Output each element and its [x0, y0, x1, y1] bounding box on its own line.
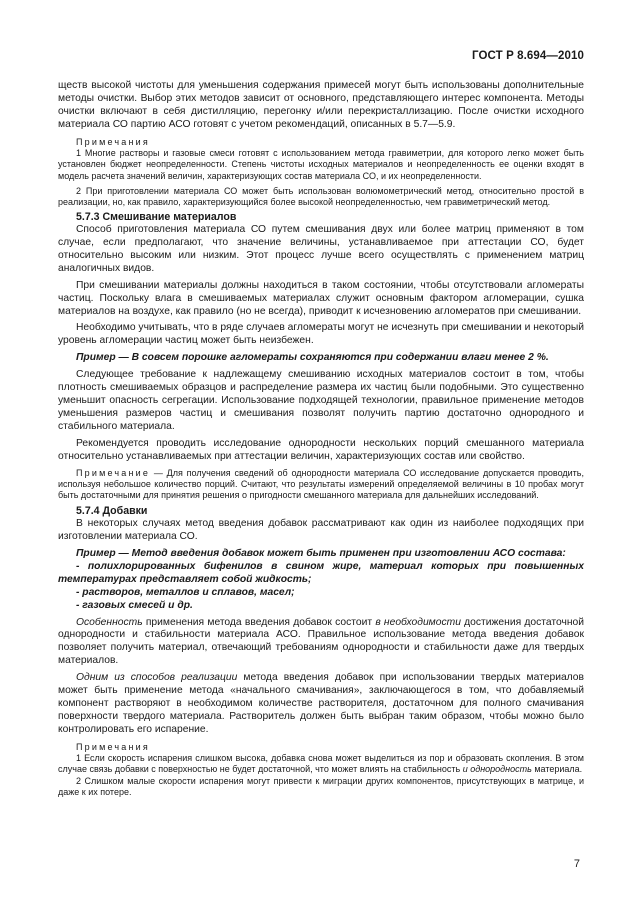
text-run: метода введения добавок при использовании твердых материалов может быть применение метода «начального смачивания», заключающегося в том, что добавляемый компонент растворяют в необходимом количестве растворителя, достаточном для полного смачивания поверхности твердого материала. Растворитель должен быть выбран таким образом, чтобы можно было контролировать его испарение.: [58, 672, 584, 735]
text-run: 1 Если скорость испарения слишком высока, добавка снова может выделиться из пор и образовать скопления. В этом случае связь добавки с поверхностью не будет достаточной, что может влиять на стабильность: [58, 753, 584, 775]
note-mixing: [58, 468, 584, 502]
note-label: Примечание: [76, 467, 151, 478]
emphasis-text: в необходимости: [375, 616, 461, 628]
note-text: — Для получения сведений об однородности материала СО исследование допускается проводить, используя небольшое количество порций. Считают, что результаты измерений определяемой величины в 10 пробах могут быть достаточными для принятия решения о пригодности смешанного материала для дальнейших исследований.: [58, 467, 584, 500]
paragraph-additives-1: В некоторых случаях метод введения добавок рассматривают как один из наиболее подходящих при изготовлении материала СО.: [58, 518, 584, 543]
page-number: 7: [573, 858, 580, 870]
paragraph-additives-3: [58, 672, 584, 737]
emphasis-text: Одним из способов реализации: [76, 672, 238, 684]
text-run: материала.: [531, 764, 583, 775]
notes-heading-2: Примечания: [76, 741, 150, 752]
text-run: применения метода введения добавок состоит: [142, 616, 376, 628]
section-title-5-7-4: 5.7.4 Добавки: [76, 505, 148, 518]
example-additives-3: - растворов, металлов и сплавов, масел;: [76, 586, 295, 598]
paragraph-additives-2: [58, 617, 584, 669]
notes-heading: Примечания: [76, 136, 150, 147]
paragraph-intro: ществ высокой чистоты для уменьшения содержания примесей могут быть использованы дополнительные методы очистки. Выбор этих методов зависит от основного, представляющего интерес компонента. Методы очистки включают в себя дистилляцию, перегонку и/или перекристаллизацию. После очистки исходного материала СО партию АСО готовят с учетом рекомендаций, описанных в 5.7—5.9.: [58, 80, 584, 130]
paragraph-mixing-5: Рекомендуется проводить исследование однородности нескольких порций смешанного материала относительно устанавливаемых при аттестации величин, характеризующих состав или свойство.: [58, 437, 584, 462]
example-additives-4: - газовых смесей и др.: [76, 599, 193, 611]
paragraph-mixing-4: Следующее требование к надлежащему смешиванию исходных материалов состоит в том, чтобы плотность смешиваемых образцов и распределение размера их частиц были подобными. Это существенно уменьшит опасность сегрегации. Использование подходящей технологии, правильное применение методов уменьшения размеров частиц и смешивания позволят получить партию достаточно однородного и стабильного материала.: [58, 369, 584, 432]
note-additives-2: 2 Слишком малые скорости испарения могут привести к миграции других компонентов, присутствующих в матрице, и даже к их потере.: [58, 775, 584, 797]
paragraph-mixing-1: Способ приготовления материала СО путем смешивания двух или более матриц применяют в том случае, если предполагают, что значение величины, устанавливаемое при аттестации СО, будет относительно высоким или низким. Этот процесс лучше всего осуществлять с применением матриц аналогичных видов.: [58, 224, 584, 274]
emphasis-text: Особенность: [76, 616, 143, 628]
paragraph-mixing-3: Необходимо учитывать, что в ряде случаев агломераты могут не исчезнуть при смешивании и некоторый уровень агломерации частиц может быть неизбежен.: [58, 322, 584, 347]
text-run: достижения достаточной однородности и стабильности материала АСО. Правильное использование метода введения добавок позволяет получить материал, отвечающий требованиям однородности и стабильности даже для твердых материалов.: [58, 616, 584, 667]
section-title-5-7-3: 5.7.3 Смешивание материалов: [76, 211, 237, 224]
document-id-header: ГОСТ Р 8.694—2010: [472, 50, 584, 62]
note-2: 2 При приготовлении материала СО может быть использован волюмометрический метод, относительно простой в реализации, но, как правило, характеризующийся более высокой неопределенностью, чем гравиметрический метод.: [58, 185, 584, 207]
page-content: [58, 80, 584, 798]
example-additives-1: Пример — Метод введения добавок может быть применен при изготовлении АСО состава:: [76, 547, 566, 559]
emphasis-text: и однородность: [462, 764, 532, 775]
note-additives-1: [58, 753, 584, 775]
example-additives-2: - полихлорированных бифенилов в свином жире, материал которых при повышенных температурах представляет собой жидкость;: [58, 560, 584, 585]
example-mixing: Пример — В совсем порошке агломераты сохраняются при содержании влаги менее 2 %.: [76, 352, 549, 364]
note-1: 1 Многие растворы и газовые смеси готовят с использованием метода гравиметрии, для которого легко может быть установлен бюджет неопределенности. Степень чистоты исходных материалов и неопределенность ее оценки входят в модель расчета значений величин, характеризующих состав материала СО, и их неопределенности.: [58, 148, 584, 181]
paragraph-mixing-2: При смешивании материалы должны находиться в таком состоянии, чтобы отсутствовали агломераты частиц. Поскольку влага в смешиваемых материалах служит основным фактором агломерации, сушка материалов на воздухе, как правило (но не всегда), приводит к исчезновению агломератов при смешивании.: [58, 279, 584, 317]
